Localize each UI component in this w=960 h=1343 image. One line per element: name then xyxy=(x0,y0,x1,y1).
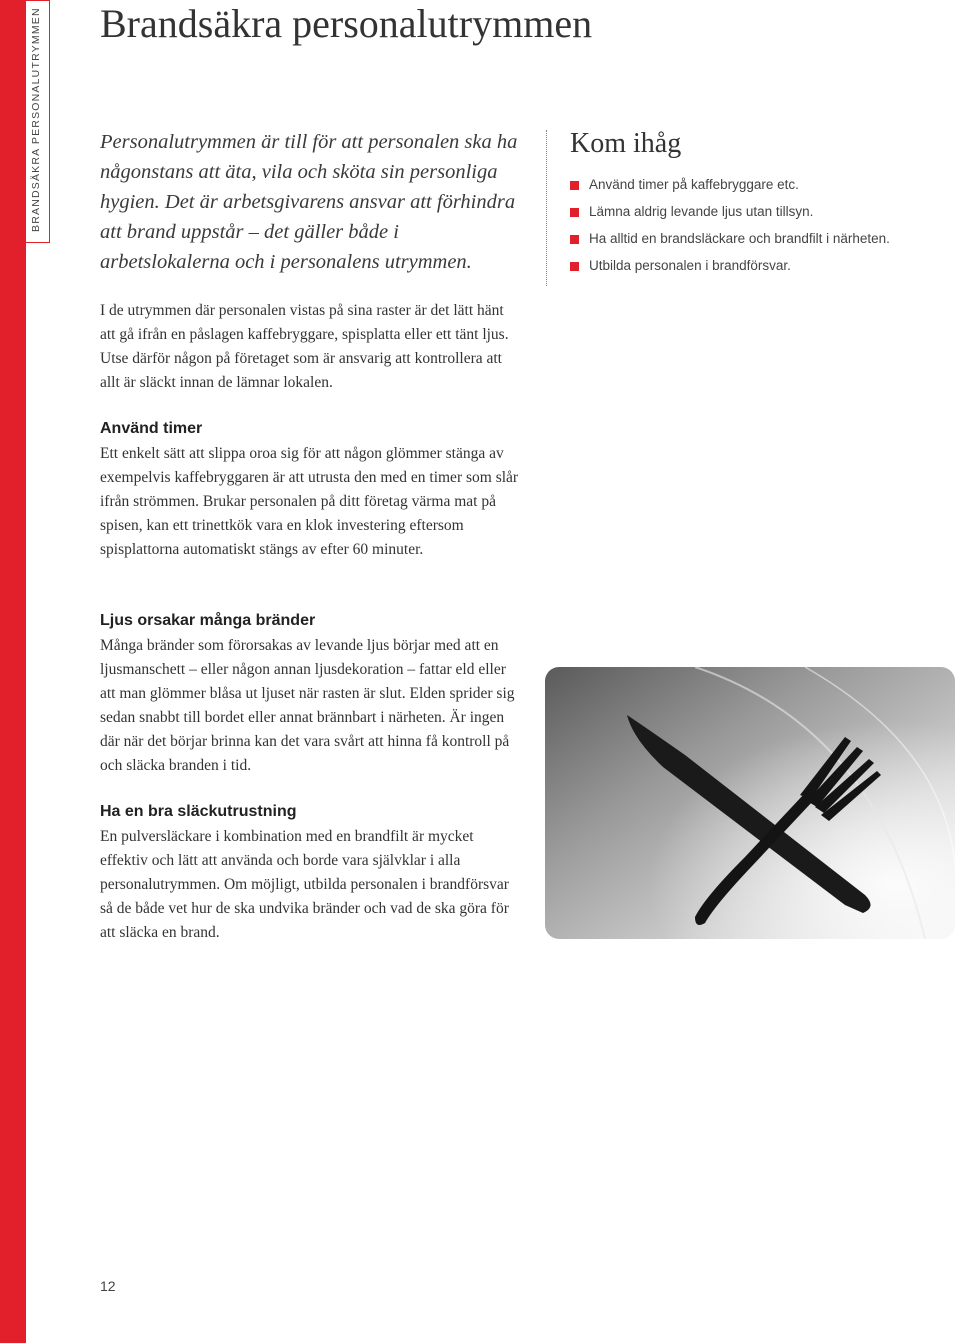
section-heading: Ljus orsakar många bränder xyxy=(100,612,316,629)
kom-ihag-list xyxy=(570,176,890,284)
section-heading: Använd timer xyxy=(100,420,203,437)
square-bullet-icon xyxy=(570,181,579,190)
kom-ihag-item-text: Använd timer på kaffebryggare etc. xyxy=(589,177,799,192)
intro-paragraph: I de utrymmen där personalen vistas på sina raster är det lätt hänt att gå ifrån en påslagen kaffebryggare, spisplatta eller ett tänt ljus. Utse därför någon på företaget som är ansvarig att kontrollera att allt är släckt innan de lämnar lokalen. xyxy=(100,302,509,391)
red-margin-bar xyxy=(0,0,26,1343)
section-anvand-timer xyxy=(100,418,520,562)
section-heading: Ha en bra släckutrustning xyxy=(100,803,297,820)
section-slackutrustning xyxy=(100,801,520,945)
section-paragraph: En pulversläckare i kombination med en brandfilt är mycket effektiv och lätt att använda och borde vara självklar i alla personalutrymmen. Om möjligt, utbilda personalen i brandförsvar så de både vet hur de ska undvika bränder och vad de ska göra för att släcka en brand. xyxy=(100,828,509,941)
square-bullet-icon xyxy=(570,262,579,271)
square-bullet-icon xyxy=(570,235,579,244)
kom-ihag-item xyxy=(570,203,890,230)
lead-paragraph: Personalutrymmen är till för att personalen ska ha någonstans att äta, vila och sköta sin personliga hygien. Det är arbetsgivarens ansvar att förhindra att brand uppstår – det gäller både i arbetslokalerna och i personalens utrymmen. xyxy=(100,131,518,273)
section-tab-label: BRANDSÄKRA PERSONALUTRYMMEN xyxy=(30,7,42,232)
section-ljus xyxy=(100,610,520,778)
fork-and-knife-photo xyxy=(545,667,955,939)
kom-ihag-item xyxy=(570,257,890,284)
square-bullet-icon xyxy=(570,208,579,217)
kom-ihag-item-text: Lämna aldrig levande ljus utan tillsyn. xyxy=(589,204,814,219)
section-tab xyxy=(26,0,50,243)
kom-ihag-item-text: Utbilda personalen i brandförsvar. xyxy=(589,258,791,273)
page-title: Brandsäkra personalutrymmen xyxy=(100,1,593,46)
kom-ihag-item xyxy=(570,230,890,257)
kom-ihag-item xyxy=(570,176,890,203)
kom-ihag-title: Kom ihåg xyxy=(570,128,682,159)
page-number: 12 xyxy=(100,1278,116,1294)
intro-block xyxy=(100,299,520,395)
dotted-divider xyxy=(546,130,547,286)
section-paragraph: Ett enkelt sätt att slippa oroa sig för att någon glömmer stänga av exempelvis kaffebryggaren är att utrusta den med en timer som slår ifrån strömmen. Brukar personalen på ditt företag värma mat på spisen, kan ett trinettkök vara en klok investering eftersom spisplattorna automatiskt stängs av efter 60 minuter. xyxy=(100,445,519,558)
kom-ihag-item-text: Ha alltid en brandsläckare och brandfilt i närheten. xyxy=(589,231,890,246)
section-paragraph: Många bränder som förorsakas av levande ljus börjar med att en ljusmanschett – eller någon annan ljusdekoration – fattar eld eller att man glömmer blåsa ut ljuset när rasten är slut. Elden sprider sig sedan snabbt till bordet eller annat brännbart i närheten. Är ingen där när det börjar brinna kan det vara svårt att hinna få kontroll på och släcka branden i tid. xyxy=(100,637,515,774)
